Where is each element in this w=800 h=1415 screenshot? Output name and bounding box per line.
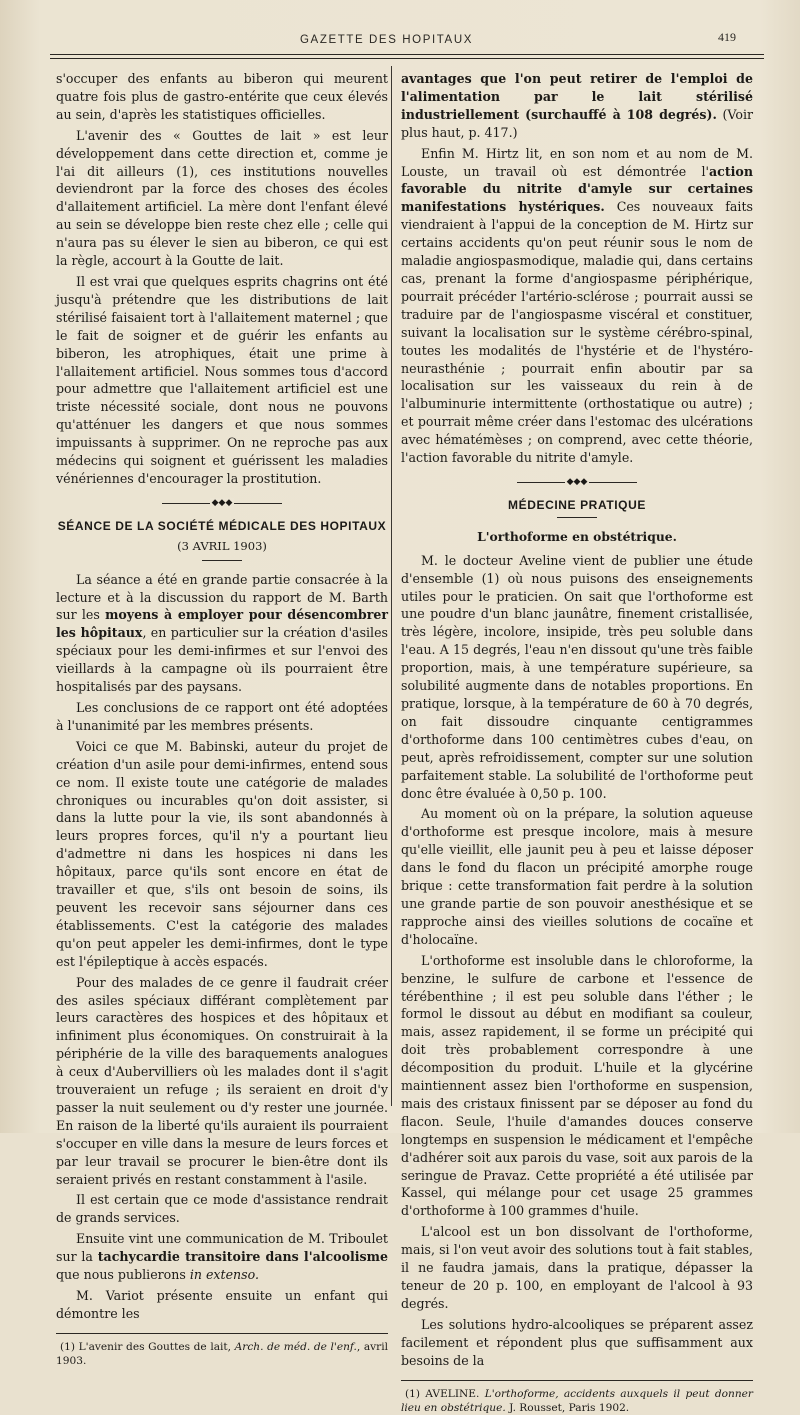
- paragraph: Au moment où on la prépare, la solution aqueuse d'orthoforme est presque incolore, mais à mesure qu'elle vieillit, elle jaunit peu à peu et laisse déposer dans le fond du flacon un précipité amorphe rouge brique : cette transformation fait perdre à la solution une grande partie de son pouvoir anesthésique et se rapproche ainsi des vieilles solutions de cocaïne et d'holocaïne.: [401, 806, 753, 947]
- text-run: Enfin M. Hirtz lit, en son nom et au nom de M. Louste, un travail où est démontrée l': [401, 145, 753, 179]
- section-separator: [517, 477, 637, 487]
- separator-ornament: ◆◆◆: [566, 476, 588, 487]
- short-rule: [557, 517, 597, 518]
- right-column: [401, 70, 753, 1415]
- paragraph: Pour des malades de ce genre il faudrait créer des asiles spéciaux différant complètement par leurs caractères des hospices et des hôpitaux et infiniment plus économiques. On construirait à la périphérie de la ville des baraquements analogues à ceux d'Aubervilliers où les malades dont il s'agit trouveraient un refuge ; ils seraient en droit d'y passer la nuit seulement ou d'y rester une journée. En raison de la liberté qu'ils auraient ils pourraient s'occuper en ville dans la mesure de leurs forces et par leur travail se procurer le bien-être dont ils seraient privés en restant constamment à l'asile.: [56, 974, 388, 1187]
- paragraph: Il est certain que ce mode d'assistance rendrait de grands services.: [56, 1192, 388, 1226]
- running-title: GAZETTE DES HOPITAUX: [300, 34, 473, 46]
- footnote-journal: Arch. de méd. de l'enf.: [234, 1340, 357, 1353]
- bold-phrase: moyens à employer pour désencombrer les hôpitaux: [56, 607, 388, 641]
- text-run: Ces nouveaux faits viendraient à l'appui de la conception de M. Hirtz sur certains accidents qu'on peut réunir sous le nom de maladie angiospasmodique, maladie qui, dans certains cas, prenant la forme d'angiospasme périphérique, pourrait précéder l'artério-sclérose ; pourrait aussi se traduire par de l'angiospasme viscéral et constituer, suivant la localisation sur le système cérébro-spinal, toutes les modalités de l'hystérie et de l'hystéro-neurasthénie ; pourrait enfin aboutir par sa localisation sur les vaisseaux du rein à de l'albuminurie intermittente (orthostatique ou autre) ; et pourrait même créer dans l'estomac des ulcérations avec hématémèses ; on comprend, avec cette théorie, l'action favorable du nitrite d'amyle.: [401, 199, 753, 466]
- paragraph: [401, 145, 753, 467]
- paragraph: M. le docteur Aveline vient de publier une étude d'ensemble (1) où nous puisons des enseignements utiles pour le praticien. On sait que l'orthoforme est une poudre d'un blanc jaunâtre, finement cristallisée, très légère, incolore, insipide, très peu soluble dans l'eau. A 15 degrés, l'eau n'en dissout qu'une très faible proportion, mais, à une température supérieure, sa solubilité augmente dans de notables proportions. En pratique, lorsque, à la température de 60 à 70 degrés, on fait dissoudre cinquante centigrammes d'orthoforme dans 100 centimètres cubes d'eau, on peut, après refroidissement, compter sur une solution parfaitement stable. La solubilité de l'orthoforme peut donc être évaluée à 0,50 p. 100.: [401, 552, 753, 801]
- text-run: Ensuite vint une communication de M. Triboulet sur la: [56, 1231, 388, 1265]
- footnote-text: J. Rousset, Paris 1902.: [505, 1401, 630, 1414]
- header-rule-thin: [50, 58, 764, 59]
- text-run: (Voir plus haut, p. 417.): [401, 106, 753, 140]
- paragraph: L'orthoforme est insoluble dans le chloroforme, la benzine, le sulfure de carbone et l'essence de térébenthine ; il est peu soluble dans l'éther ; le formol le dissout au début en modifiant sa couleur, mais, assez rapidement, il se forme un précipité qui doit très probablement correspondre à une décomposition du produit. L'huile et la glycérine maintiennent assez bien l'orthoforme en suspension, mais des cristaux finissent par se déposer au fond du flacon. Seule, l'huile d'amandes douces conserve longtemps en suspension le médicament et l'empêche d'adhérer soit aux parois du vase, soit aux parois de la seringue de Pravaz. Cette propriété a été utilisée par Kassel, qui mélange pour cet usage 25 grammes d'orthoforme à 100 grammes d'huile.: [401, 952, 753, 1219]
- bold-phrase: tachycardie transitoire dans l'alcoolisme: [97, 1249, 388, 1265]
- paragraph: L'alcool est un bon dissolvant de l'orthoforme, mais, si l'on veut avoir des solutions tout à fait stables, il ne faudra jamais, dans la pratique, dépasser la teneur de 20 p. 100, en employant de l'alcool à 93 degrés.: [401, 1224, 753, 1311]
- italic-phrase: in extenso.: [189, 1267, 259, 1283]
- short-rule: [202, 560, 242, 561]
- bold-phrase: avantages que l'on peut retirer de l'emploi de l'alimentation par le lait stérilisé industriellement (surchauffé à 108 degrés).: [401, 71, 753, 122]
- paragraph: Les conclusions de ce rapport ont été adoptées à l'unanimité par les membres présents.: [56, 700, 388, 733]
- paragraph: s'occuper des enfants au biberon qui meurent quatre fois plus de gastro-entérite que ceux élevés au sein, d'après les statistiques officielles.: [56, 71, 388, 122]
- paragraph: M. Variot présente ensuite un enfant qui démontre les: [56, 1288, 388, 1321]
- paragraph: [56, 1230, 388, 1284]
- text-run: , en particulier sur la création d'asiles spéciaux pour les demi-infirmes et sur l'envoi des vieillards à la campagne où ils pourraient être hospitalisés par des paysans.: [56, 625, 389, 695]
- paragraph: Voici ce que M. Babinski, auteur du projet de création d'un asile pour demi-infirmes, entend sous ce nom. Il existe toute une catégorie de malades chroniques ou incurables qu'on doit assister, si dans la lutte pour la vie, ils sont abandonnés à leurs propres forces, qu'il n'y a pourtant lieu d'admettre ni dans les hospices ni dans les hôpitaux, parce qu'ils sont encore en état de travailler et que, s'ils ont besoin de soins, ils peuvent les recevoir sans séjourner dans ces établissements. C'est la catégorie des malades qu'on peut appeler les demi-infirmes, dont le type est l'épileptique à accès espacés.: [56, 738, 388, 969]
- footnote-title: L'orthoforme, accidents auxquels il peut donner lieu en obstétrique.: [401, 1387, 753, 1414]
- left-column: [56, 70, 388, 1368]
- section-date: (3 AVRIL 1903): [177, 538, 267, 553]
- footnote-rule: [56, 1333, 388, 1334]
- page-number: 419: [718, 30, 736, 44]
- paragraph: [56, 571, 388, 696]
- paragraph: Les solutions hydro-alcooliques se préparent assez facilement et répondent plus que suffisamment aux besoins de la: [401, 1316, 753, 1368]
- column-divider: [391, 66, 392, 1106]
- footnote: [401, 1387, 753, 1415]
- bold-phrase: action favorable du nitrite d'amyle sur certaines manifestations hystériques.: [401, 163, 753, 215]
- text-run: que nous publierons: [56, 1267, 190, 1283]
- article-subhead: L'orthoforme en obstétrique.: [477, 528, 677, 544]
- footnote-text: (1) AVELINE.: [405, 1387, 485, 1400]
- header-rule: [50, 54, 764, 55]
- text-run: La séance a été en grande partie consacrée à la lecture et à la discussion du rapport de M. Barth sur les: [56, 571, 388, 623]
- paragraph: L'avenir des « Gouttes de lait » est leur développement dans cette direction et, comme je l'ai dit ailleurs (1), ces institutions nouvelles deviendront par la force des choses des écoles d'allaitement artificiel. La mère dont l'enfant élevé au sein se développe bien reste chez elle ; celle qui n'aura pas su élever le sien au biberon, ce qui est la règle, accourt à la Goutte de lait.: [56, 127, 388, 269]
- footnote-text: , avril 1903.: [56, 1340, 388, 1367]
- footnote: [56, 1340, 388, 1368]
- paragraph: Il est vrai que quelques esprits chagrins ont été jusqu'à prétendre que les distributions de lait stérilisé faisaient tort à l'allaitement maternel ; que le fait de soigner et de guérir les enfants au biberon, les atrophiques, était une prime à l'allaitement artificiel. Nous sommes tous d'accord pour admettre que l'allaitement artificiel est une triste nécessité sociale, dont nous ne pouvons qu'atténuer les dangers et que nous sommes impuissants à supprimer. On ne reproche pas aux médecins qui soignent et guérissent les maladies vénériennes d'encourager la prostitution.: [56, 273, 388, 486]
- section-title: MÉDECINE PRATIQUE: [508, 497, 646, 512]
- separator-ornament: ◆◆◆: [211, 497, 233, 508]
- footnote-text: (1) L'avenir des Gouttes de lait,: [60, 1340, 235, 1353]
- paragraph: [401, 70, 753, 142]
- section-title: SÉANCE DE LA SOCIÉTÉ MÉDICALE DES HOPITAUX: [57, 518, 387, 533]
- footnote-rule: [401, 1380, 753, 1381]
- section-separator: [162, 498, 282, 508]
